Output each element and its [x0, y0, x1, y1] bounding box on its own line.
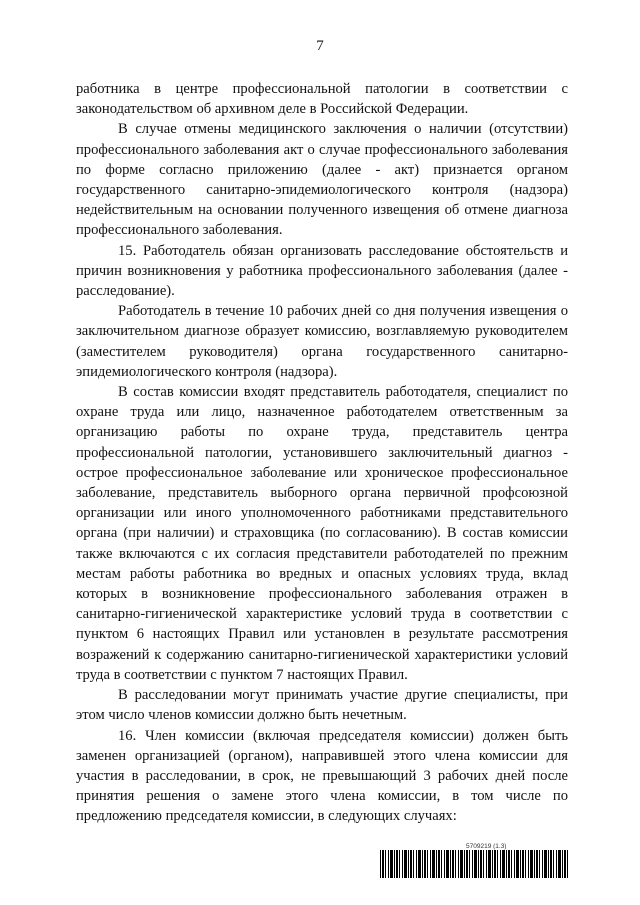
paragraph-item-16: 16. Член комиссии (включая председателя комиссии) должен быть заменен организацией (органом), направившей этого члена комиссии для участия в расследовании, в срок, не превышающий 3 рабочих дней после принятия решения о замене этого члена комиссии, в том числе по предложению председателя комиссии, в следующих случаях:: [76, 727, 568, 825]
document-body: [76, 79, 568, 827]
paragraph-other-specialists: В расследовании могут принимать участие другие специалисты, при этом число членов комиссии должно быть нечетным.: [76, 687, 568, 724]
paragraph-commission-composition: В состав комиссии входят представитель работодателя, специалист по охране труда или лицо, назначенное работодателем ответственным за организацию работы по охране труда, представитель центра профессиональной патологии, установившего заключительный диагноз - острое профессиональное заболевание или хроническое профессиональное заболевание, представитель выборного органа первичной профсоюзной организации или иного уполномоченного работниками представительного органа (при наличии) и страховщика (по согласованию). В состав комиссии также включаются с их согласия представители работодателей по прежним местам работы работника во вредных и опасных условиях труда, вклад которых в возникновение профессионального заболевания отражен в санитарно-гигиенической характеристике условий труда в соответствии с пунктом 6 настоящих Правил или установлен в результате рассмотрения возражений к содержанию санитарно-гигиенической характеристики условий труда в соответствии с пунктом 7 настоящих Правил.: [76, 384, 568, 683]
paragraph-act-cancellation: В случае отмены медицинского заключения о наличии (отсутствии) профессионального заболевания акт о случае профессионального заболевания по форме согласно приложению (далее - акт) признается органом государственного санитарно-эпидемиологического контроля (надзора) недействительным на основании полученного извещения об отмене диагноза профессионального заболевания.: [76, 121, 568, 239]
paragraph-commission-formation: Работодатель в течение 10 рабочих дней со дня получения извещения о заключительном диагнозе образует комиссию, возглавляемую руководителем (заместителем руководителя) органа государственного санитарно-эпидемиологического контроля (надзора).: [76, 303, 568, 380]
page-number: 7: [316, 38, 324, 54]
barcode: [380, 850, 570, 878]
document-code: 5709219 (1.3): [466, 843, 507, 850]
paragraph-item-15: 15. Работодатель обязан организовать расследование обстоятельств и причин возникновения у работника профессионального заболевания (далее - расследование).: [76, 242, 568, 300]
paragraph-continuation: работника в центре профессиональной патологии в соответствии с законодательством об архивном деле в Российской Федерации.: [76, 81, 568, 118]
